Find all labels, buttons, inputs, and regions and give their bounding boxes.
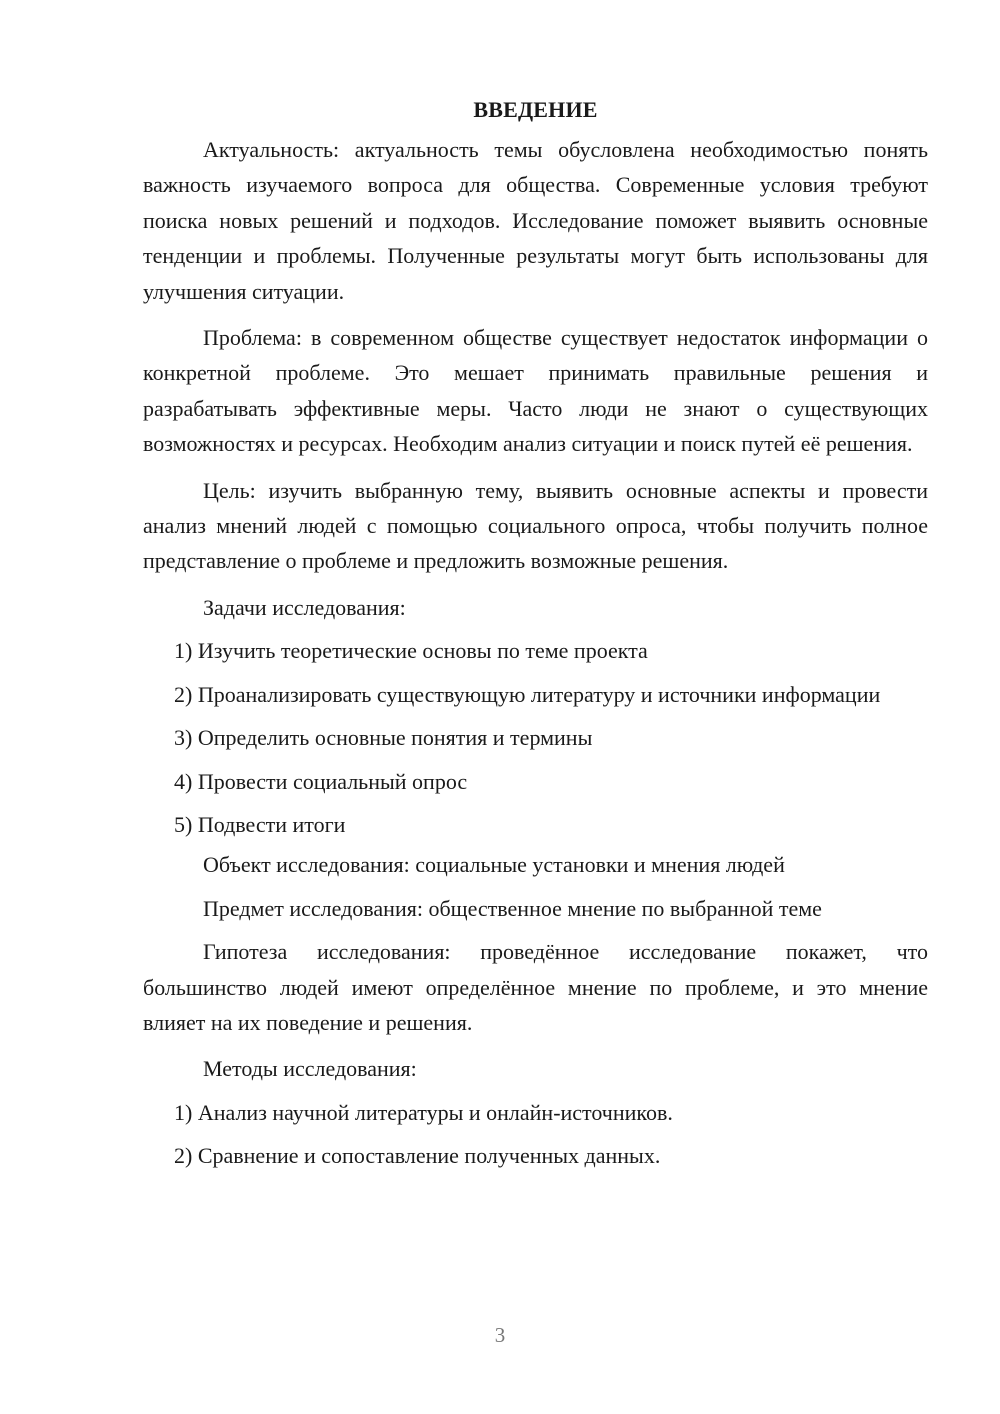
task-item-3: 3) Определить основные понятия и термины [174,725,593,751]
object-paragraph: Объект исследования: социальные установки и мнения людей [203,852,785,878]
task-item-1: 1) Изучить теоретические основы по теме проекта [174,638,648,664]
task-item-2: 2) Проанализировать существующую литературу и источники информации [174,681,881,707]
section-title: ВВЕДЕНИЕ [473,97,598,122]
methods-heading: Методы исследования: [203,1056,417,1082]
page-number: 3 [494,1323,506,1347]
task-item-4: 4) Провести социальный опрос [174,768,468,794]
method-item-1: 1) Анализ научной литературы и онлайн-источников. [174,1099,673,1125]
problem-paragraph: Проблема: в современном обществе существует недостаток информации о конкретной проблеме. Это мешает принимать правильные решения и разрабатывать эффективные меры. Часто люди не знают о существующих возможностях и ресурсах. Необходим анализ ситуации и поиск путей её решения. [143,325,928,457]
tasks-heading: Задачи исследования: [203,594,406,620]
goal-paragraph: Цель: изучить выбранную тему, выявить основные аспекты и провести анализ мнений людей с помощью социального опроса, чтобы получить полное представление о проблеме и предложить возможные решения. [143,477,928,574]
hypothesis-paragraph: Гипотеза исследования: проведённое исследование покажет, что большинство людей имеют определённое мнение по проблеме, и это мнение влияет на их поведение и решения. [143,939,928,1035]
task-item-5: 5) Подвести итоги [174,811,346,837]
document-page [143,92,928,1174]
relevance-paragraph: Актуальность: актуальность темы обусловлена необходимостью понять важность изучаемого вопроса для общества. Современные условия требуют поиска новых решений и подходов. Исследование поможет выявить основные тенденции и проблемы. Полученные результаты могут быть использованы для улучшения ситуации. [143,137,928,304]
method-item-2: 2) Сравнение и сопоставление полученных данных. [174,1143,661,1169]
subject-paragraph: Предмет исследования: общественное мнение по выбранной теме [203,895,822,921]
